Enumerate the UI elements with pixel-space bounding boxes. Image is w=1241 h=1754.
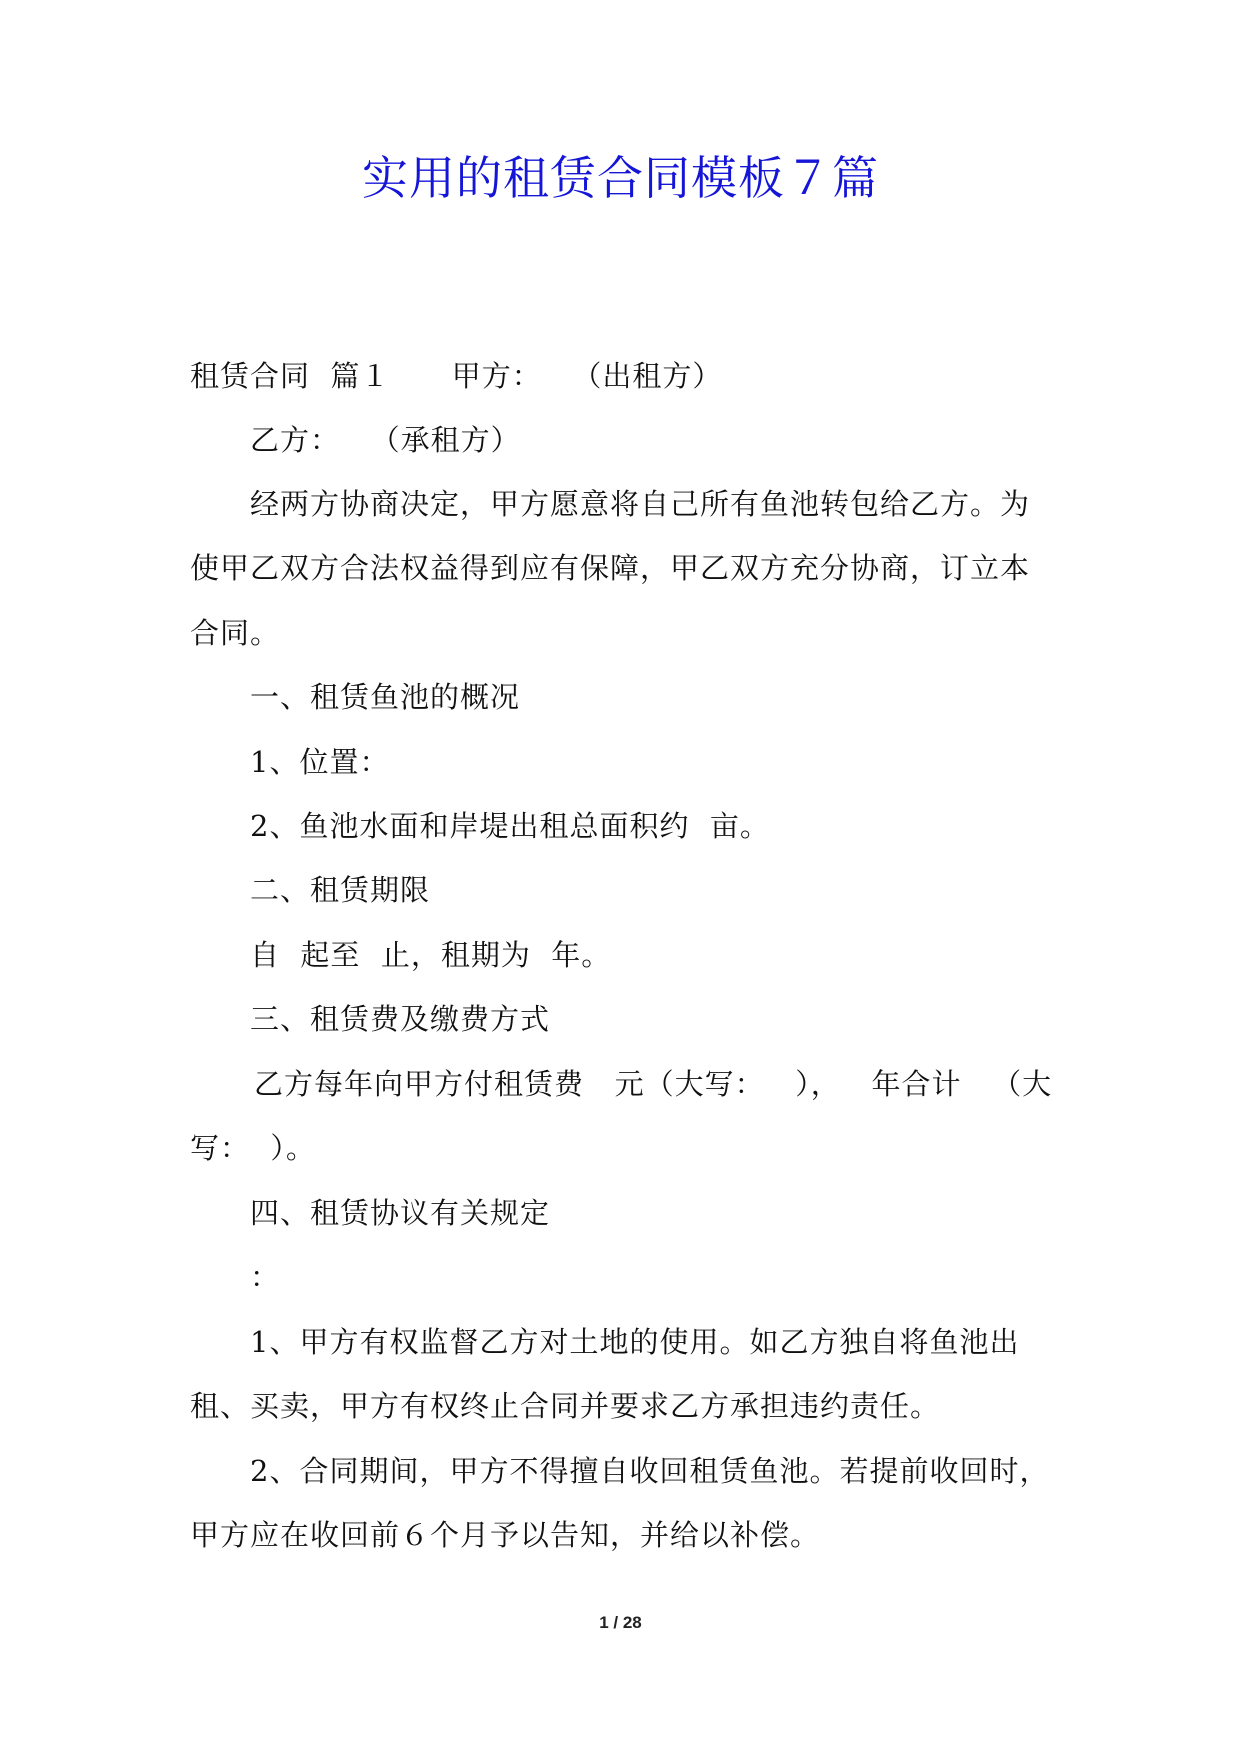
list-item: 1、位置：	[250, 745, 390, 779]
page-number: 1 / 28	[599, 1613, 642, 1632]
section-heading: 四、租赁协议有关规定	[250, 1196, 551, 1230]
paragraph-line: 写： ）。	[190, 1131, 316, 1165]
paragraph-line: 自 起至 止，租期为 年。	[250, 938, 612, 972]
heading-line-part1: 租赁合同 篇１ 甲方： （出租方）	[190, 359, 723, 393]
paragraph-line: 经两方协商决定，甲方愿意将自己所有鱼池转包给乙方。为	[250, 487, 1031, 521]
list-item-continued: 租、买卖，甲方有权终止合同并要求乙方承担违约责任。	[190, 1389, 941, 1423]
list-item: 1、甲方有权监督乙方对土地的使用。如乙方独自将鱼池出	[250, 1325, 1020, 1359]
section-heading: 二、租赁期限	[250, 873, 431, 907]
document-title: 实用的租赁合同模板７篇	[362, 151, 879, 205]
paragraph-line: 合同。	[190, 616, 281, 650]
section-heading: 一、租赁鱼池的概况	[250, 680, 521, 714]
paragraph-line: 使甲乙双方合法权益得到应有保障，甲乙双方充分协商，订立本	[190, 551, 1031, 585]
list-item: 2、合同期间，甲方不得擅自收回租赁鱼池。若提前收回时，	[250, 1454, 1050, 1488]
list-item-continued: 甲方应在收回前６个月予以告知，并给以补偿。	[190, 1518, 821, 1552]
paragraph-line: 乙方每年向甲方付租赁费 元（大写： ）， 年合计 （大	[254, 1067, 1053, 1101]
list-item: 2、鱼池水面和岸堤出租总面积约 亩。	[250, 809, 770, 843]
party-b-line: 乙方： （承租方）	[250, 423, 521, 457]
section-heading: 三、租赁费及缴费方式	[250, 1002, 551, 1036]
paragraph-line: ：	[250, 1260, 281, 1294]
